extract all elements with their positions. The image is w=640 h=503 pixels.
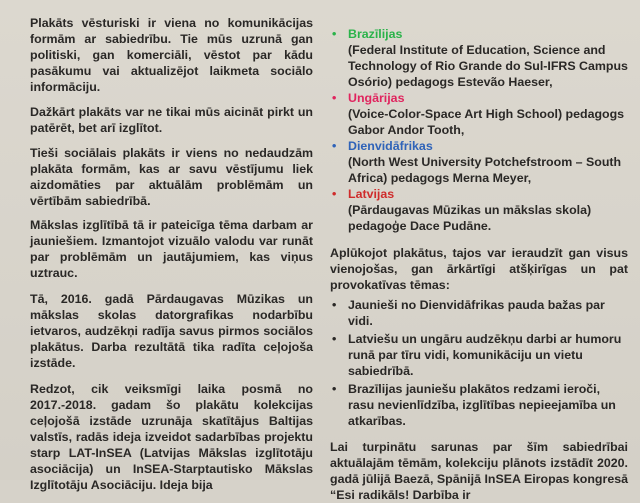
theme-text: Latviešu un ungāru audzēkņu darbi ar humoru runā par tīru vidi, komunikāciju un vietu sabiedrībā.: [348, 332, 622, 378]
bullet-icon: •: [332, 139, 337, 153]
country-name-hungary: Ungārijas: [348, 91, 405, 105]
bullet-icon: •: [332, 332, 337, 346]
bullet-icon: •: [332, 187, 337, 201]
country-item-south-africa: [330, 138, 628, 186]
paragraph-project-idea: Redzot, cik veiksmīgi laika posmā no 2017.-2018. gadam šo plakātu kolekcijas ceļojošā izstāde uzrunāja skatītājus Baltijas valstīs, radās ideja izveidot sadarbības projektu starp LAT-InSEA (Latvijas Mākslas izglītotāju asociācija) un InSEA-Starptautisko Mākslas Izglītotāju Asociāciju. Ideja bija: [30, 382, 313, 492]
paragraph-social-poster: Tieši sociālais plakāts ir viens no nedaudzām plakāta formām, kas ar savu vēstījumu liek aizdomāties par aktuālām problēmām un vērtībām sabiedrībā.: [30, 146, 313, 208]
left-column: [30, 0, 313, 493]
theme-text: Jaunieši no Dienvidāfrikas pauda bažas par vidi.: [348, 298, 605, 328]
theme-item: [330, 297, 628, 329]
paragraph-poster-history: Plakāts vēsturiski ir viena no komunikācijas formām ar sabiedrību. Tie mūs uzrunā gan politiski, gan komerciāli, vēstot par kādu pasākumu vai aktualizējot laikmeta sociālo informāciju.: [30, 16, 313, 94]
right-column: [330, 0, 628, 503]
country-detail-latvia: (Pārdaugavas Mūzikas un mākslas skola) pedagoģe Dace Pudāne.: [348, 203, 592, 233]
paragraph-art-education: Mākslas izglītībā tā ir pateicīga tēma darbam ar jauniešiem. Izmantojot vizuālo valodu var runāt par problēmām un jautājumiem, kas viņus uztrauc.: [30, 218, 313, 280]
theme-item: [330, 331, 628, 379]
country-detail-brazil: (Federal Institute of Education, Science and Technology of Rio Grande do Sul-IFRS Campus Osório) pedagogs Estevão Haeser,: [348, 43, 628, 89]
country-detail-south-africa: (North West University Potchefstroom – South Africa) pedagogs Merna Meyer,: [348, 155, 622, 185]
country-list: [330, 26, 628, 234]
paragraph-poster-educate: Dažkārt plakāts var ne tikai mūs aicināt pirkt un patērēt, bet arī izglītot.: [30, 105, 313, 135]
country-detail-hungary: (Voice-Color-Space Art High School) pedagogs Gabor Andor Tooth,: [348, 107, 625, 137]
bullet-icon: •: [332, 91, 337, 105]
theme-text: Brazīlijas jauniešu plakātos redzami ieroči, rasu nevienlīdzība, izglītības nepieejamība un atkarības.: [348, 382, 616, 428]
country-name-latvia: Latvijas: [348, 187, 395, 201]
country-name-south-africa: Dienvidāfrikas: [348, 139, 433, 153]
themes-list: [330, 297, 628, 429]
country-item-hungary: [330, 90, 628, 138]
country-name-brazil: Brazīlijas: [348, 27, 403, 41]
bullet-icon: •: [332, 27, 337, 41]
country-item-latvia: [330, 186, 628, 234]
paragraph-2016-exhibition: Tā, 2016. gadā Pārdaugavas Mūzikas un mākslas skolas datorgrafikas nodarbību ietvaros, audzēkņi radīja savus pirmos sociālos plakātus. Darba rezultātā tika radīta ceļojoša izstāde.: [30, 292, 313, 370]
bullet-icon: •: [332, 382, 337, 396]
bullet-icon: •: [332, 298, 337, 312]
theme-item: [330, 381, 628, 429]
country-item-brazil: [330, 26, 628, 90]
paragraph-themes-intro: Aplūkojot plakātus, tajos var ieraudzīt gan visus vienojošas, gan ārkārtīgi atšķirīgas un pat provokatīvas tēmas:: [330, 246, 628, 292]
paragraph-exhibition-plan: Lai turpinātu sarunas par šīm sabiedrībai aktuālajām tēmām, kolekciju plānots izstādīt 2020. gadā jūlijā Baezā, Spānijā InSEA Eiropas kongresā “Esi radikāls! Darbība ir: [330, 440, 628, 502]
